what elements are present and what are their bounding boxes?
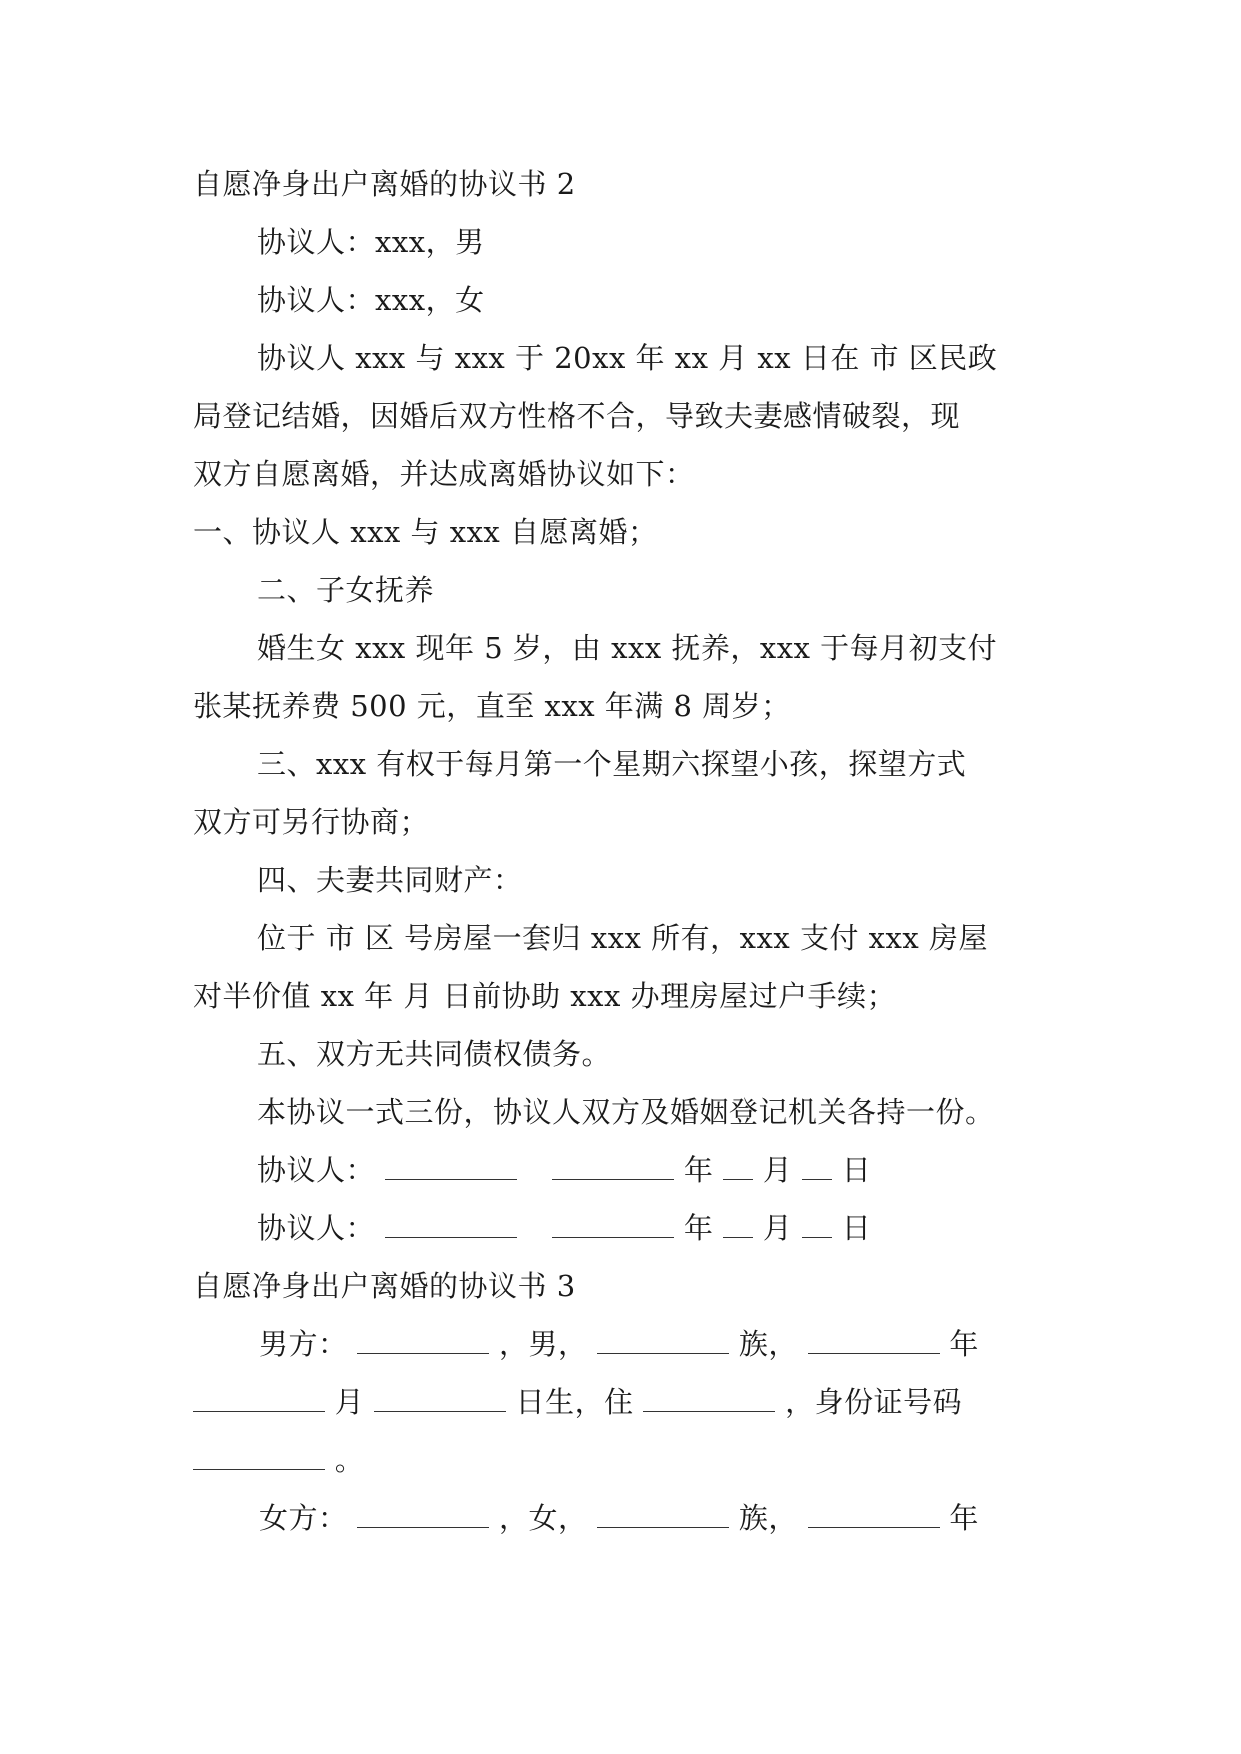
signature-blank[interactable] (385, 1157, 517, 1180)
year-label: 年 (949, 1327, 979, 1361)
day-blank[interactable] (802, 1215, 832, 1238)
male-gender: ，男， (498, 1327, 588, 1361)
clause-1: 一、协议人 xxx 与 xxx 自愿离婚； (193, 515, 658, 549)
party-male-line: 协议人：xxx，男 (257, 225, 485, 259)
signature-label: 协议人： (257, 1153, 376, 1187)
female-info-line-1 (193, 1489, 1053, 1547)
copies-line: 本协议一式三份，协议人双方及婚姻登记机关各持一份。 (257, 1095, 995, 1129)
signature-label: 协议人： (257, 1211, 376, 1245)
intro-line-2: 局登记结婚，因婚后双方性格不合，导致夫妻感情破裂，现 (193, 399, 961, 433)
male-birth-year-blank[interactable] (808, 1331, 940, 1354)
year-label: 年 (949, 1501, 979, 1535)
male-birth-month-blank[interactable] (193, 1389, 325, 1412)
female-label: 女方： (259, 1501, 348, 1535)
year-label: 年 (683, 1153, 714, 1187)
female-ethnic-blank[interactable] (597, 1505, 729, 1528)
month-label: 月 (762, 1211, 793, 1245)
day-blank[interactable] (802, 1157, 832, 1180)
month-blank[interactable] (723, 1215, 753, 1238)
ethnic-label: 族， (738, 1501, 798, 1535)
male-id-blank[interactable] (193, 1447, 325, 1470)
male-info-line-2 (193, 1373, 1053, 1431)
party-female-line: 协议人：xxx，女 (257, 283, 485, 317)
male-label: 男方： (259, 1327, 348, 1361)
month-label: 月 (334, 1385, 365, 1419)
male-birth-day-blank[interactable] (374, 1389, 506, 1412)
year-label: 年 (683, 1211, 714, 1245)
clause-2-title: 二、子女抚养 (257, 573, 435, 607)
signature-line-2 (193, 1199, 1053, 1257)
male-info-line-3 (193, 1431, 1053, 1489)
male-ethnic-blank[interactable] (597, 1331, 729, 1354)
clause-5: 五、双方无共同债权债务。 (257, 1037, 612, 1071)
intro-line-1: 协议人 xxx 与 xxx 于 20xx 年 xx 月 xx 日在 市 区民政 (257, 341, 998, 375)
clause-2-body-1: 婚生女 xxx 现年 5 岁，由 xxx 抚养，xxx 于每月初支付 (257, 631, 998, 665)
section-title-3: 自愿净身出户离婚的协议书 3 (193, 1269, 576, 1303)
clause-3-line-2: 双方可另行协商； (193, 805, 430, 839)
signature-line-1 (193, 1141, 1053, 1199)
month-label: 月 (762, 1153, 793, 1187)
period: 。 (334, 1443, 365, 1477)
clause-4-title: 四、夫妻共同财产： (257, 863, 523, 897)
day-label: 日 (841, 1211, 872, 1245)
intro-line-3: 双方自愿离婚，并达成离婚协议如下： (193, 457, 695, 491)
id-label: ，身份证号码 (785, 1385, 963, 1419)
male-info-line-1 (193, 1315, 1053, 1373)
male-address-blank[interactable] (643, 1389, 775, 1412)
male-name-blank[interactable] (357, 1331, 489, 1354)
clause-3-line-1: 三、xxx 有权于每月第一个星期六探望小孩，探望方式 (257, 747, 967, 781)
female-gender: ，女， (498, 1501, 588, 1535)
ethnic-label: 族， (738, 1327, 798, 1361)
born-live-label: 日生，住 (515, 1385, 634, 1419)
month-blank[interactable] (723, 1157, 753, 1180)
day-label: 日 (841, 1153, 872, 1187)
signature-blank[interactable] (385, 1215, 517, 1238)
section-title-2: 自愿净身出户离婚的协议书 2 (193, 167, 576, 201)
date-blank[interactable] (552, 1215, 674, 1238)
female-birth-year-blank[interactable] (808, 1505, 940, 1528)
clause-2-body-2: 张某抚养费 500 元，直至 xxx 年满 8 周岁； (193, 689, 791, 723)
clause-4-body-2: 对半价值 xx 年 月 日前协助 xxx 办理房屋过户手续； (193, 979, 897, 1013)
date-blank[interactable] (552, 1157, 674, 1180)
document-body (193, 155, 1053, 1547)
female-name-blank[interactable] (357, 1505, 489, 1528)
clause-4-body-1: 位于 市 区 号房屋一套归 xxx 所有，xxx 支付 xxx 房屋 (257, 921, 988, 955)
